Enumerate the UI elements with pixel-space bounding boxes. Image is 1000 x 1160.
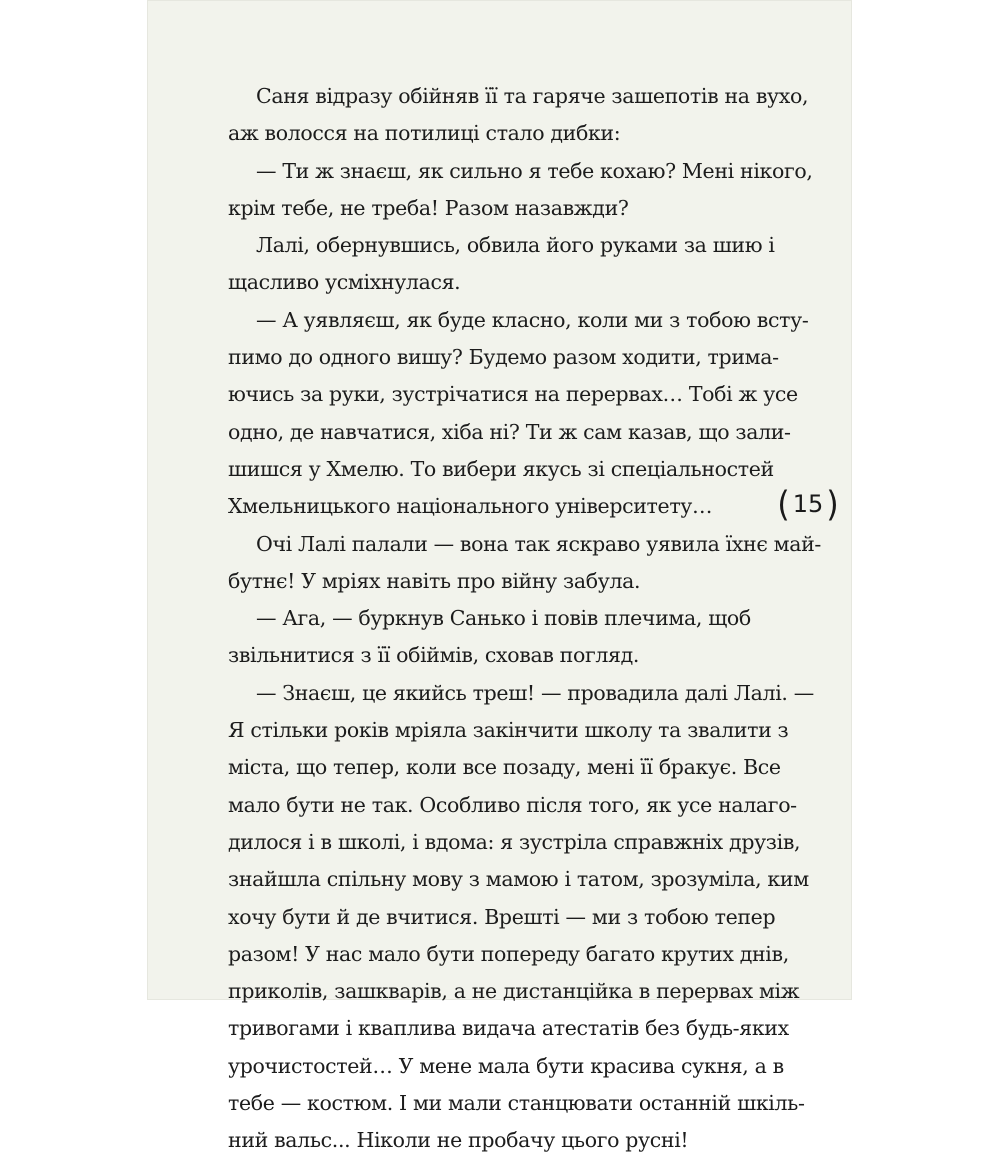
page-number-close-paren: ) [826, 483, 839, 525]
text-line: дилося і в школі, і вдома: я зустріла справжніх друзів, [228, 829, 801, 854]
text-line: ючись за руки, зустрічатися на перервах… Тобі ж усе [228, 382, 798, 407]
text-line: мало бути не так. Особливо після того, як усе налаго- [228, 792, 797, 817]
text-line: урочистостей… У мене мала бути красива сукня, а в [228, 1053, 784, 1078]
text-line: крім тебе, не треба! Разом назавжди? [228, 195, 629, 220]
text-line: Саня відразу обійняв її та гаряче зашепотів на вухо, [256, 84, 809, 108]
text-line: тебе — костюм. І ми мали станцювати останній шкіль- [228, 1091, 805, 1116]
text-line: Я стільки років мріяла закінчити школу та звалити з [228, 718, 789, 743]
text-line: бутнє! У мріях навіть про війну забула. [228, 568, 641, 593]
text-line: Очі Лалі палали — вона так яскраво уявила їхнє май- [256, 531, 821, 556]
text-line: — Ага, — буркнув Санько і повів плечима, щоб [256, 606, 751, 631]
text-line: одно, де навчатися, хіба ні? Ти ж сам казав, що зали- [228, 419, 791, 444]
text-line: разом! У нас мало бути попереду багато крутих днів, [228, 941, 789, 966]
text-line: шишся у Хмелю. То вибери якусь зі спеціальностей [228, 456, 774, 481]
text-line: приколів, зашкварів, а не дистанційка в перервах між [228, 979, 800, 1004]
text-line: міста, що тепер, коли все позаду, мені її бракує. Все [228, 755, 781, 780]
page-number-value: 15 [792, 490, 824, 518]
text-line: звільнитися з її обіймів, сховав погляд. [228, 643, 640, 668]
text-line: — Знаєш, це якийсь треш! — провадила далі Лалі. — [256, 680, 814, 705]
text-line: хочу бути й де вчитися. Врешті — ми з тобою тепер [228, 904, 776, 929]
text-line: Хмельницького національного університету… [228, 494, 713, 519]
text-line: — Ти ж знаєш, як сильно я тебе кохаю? Мені нікого, [256, 158, 813, 183]
text-line: тривогами і кваплива видача атестатів без будь-яких [228, 1016, 789, 1041]
text-line: щасливо усміхнулася. [228, 270, 461, 295]
text-line: ний вальс... Ніколи не пробачу цього русні! [228, 1128, 689, 1153]
text-line: Лалі, обернувшись, обвила його руками за шию і [256, 233, 775, 258]
text-line: — А уявляєш, як буде класно, коли ми з тобою всту- [256, 307, 809, 332]
page-number-open-paren: ( [777, 483, 790, 525]
text-line: аж волосся на потилиці стало дибки: [228, 121, 621, 146]
text-line: знайшла спільну мову з мамою і татом, зрозуміла, ким [228, 867, 809, 892]
page-number [776, 485, 840, 523]
text-line: пимо до одного вишу? Будемо разом ходити, трима- [228, 345, 779, 370]
